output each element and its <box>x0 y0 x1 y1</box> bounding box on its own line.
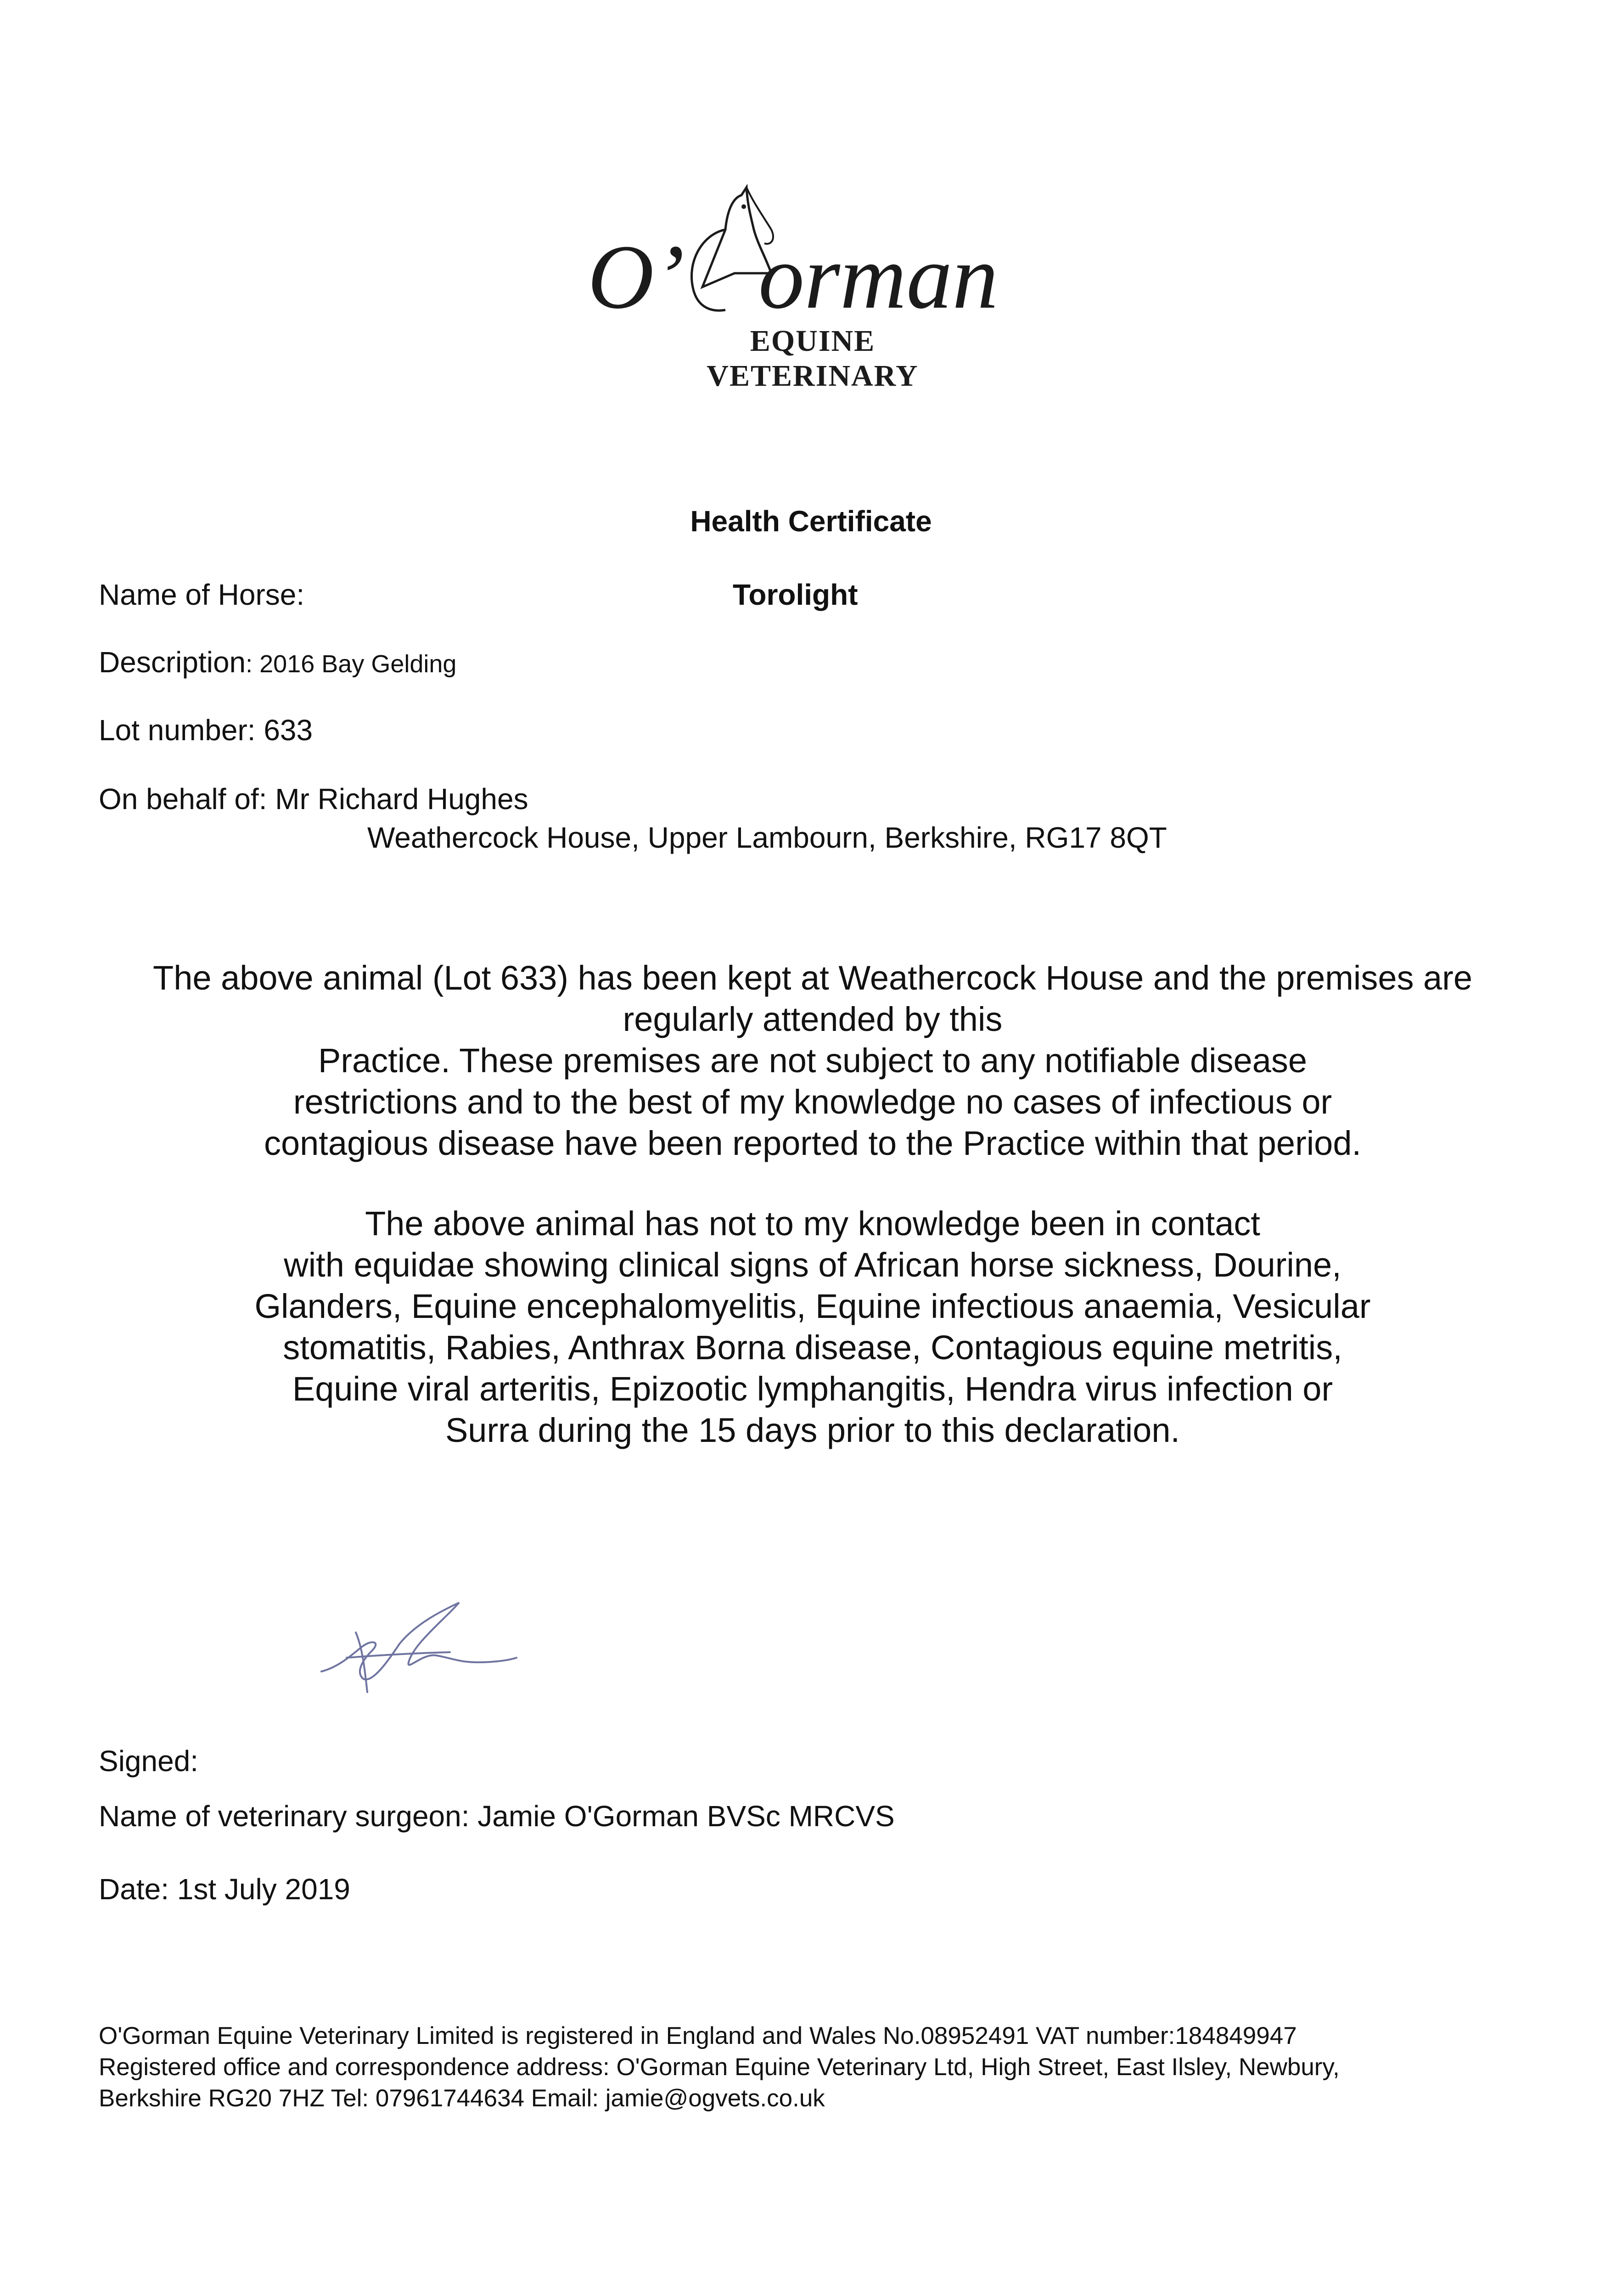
svg-text:orman: orman <box>758 226 999 328</box>
certificate-date: Date: 1st July 2019 <box>99 1873 350 1906</box>
certificate-title: Health Certificate <box>690 505 932 538</box>
description-label: Description <box>99 646 246 679</box>
company-footer <box>99 2020 1340 2114</box>
footer-line: Registered office and correspondence address: O'Gorman Equine Veterinary Ltd, High Street, East Ilsley, Newbury, <box>99 2054 1340 2081</box>
logo-subtitle: EQUINE VETERINARY <box>707 324 919 393</box>
paragraph-line: regularly attended by this <box>623 1000 1003 1038</box>
lot-number: Lot number: 633 <box>99 714 313 747</box>
veterinary-surgeon-name: Name of veterinary surgeon: Jamie O'Gorman BVSc MRCVS <box>99 1800 895 1833</box>
horse-head-logo-mark <box>588 174 1047 331</box>
description-row <box>99 645 456 679</box>
footer-line: O'Gorman Equine Veterinary Limited is registered in England and Wales No.08952491 VAT number:184849947 <box>99 2022 1297 2049</box>
paragraph-line: stomatitis, Rabies, Anthrax Borna disease, Contagious equine metritis, <box>283 1328 1342 1367</box>
premises-statement <box>73 957 1552 1164</box>
description-value: : 2016 Bay Gelding <box>246 650 457 678</box>
horse-name-value: Torolight <box>733 578 858 611</box>
paragraph-line: Practice. These premises are not subject to any notifiable disease <box>318 1041 1308 1080</box>
paragraph-line: Equine viral arteritis, Epizootic lymphangitis, Hendra virus infection or <box>292 1370 1333 1408</box>
paragraph-line: Glanders, Equine encephalomyelitis, Equine infectious anaemia, Vesicular <box>254 1287 1371 1325</box>
practice-logo <box>588 174 1047 393</box>
paragraph-line: restrictions and to the best of my knowledge no cases of infectious or <box>293 1083 1332 1121</box>
paragraph-line: Surra during the 15 days prior to this declaration. <box>445 1411 1180 1449</box>
svg-text:O’: O’ <box>588 226 685 328</box>
paragraph-line: The above animal has not to my knowledge been in contact <box>365 1204 1260 1243</box>
owner-address: Weathercock House, Upper Lambourn, Berkshire, RG17 8QT <box>367 821 1167 854</box>
signed-label: Signed: <box>99 1745 199 1778</box>
disease-declaration <box>73 1203 1552 1451</box>
paragraph-line: contagious disease have been reported to the Practice within that period. <box>264 1124 1362 1162</box>
paragraph-line: with equidae showing clinical signs of African horse sickness, Dourine, <box>284 1246 1341 1284</box>
handwritten-signature <box>312 1598 523 1708</box>
footer-line: Berkshire RG20 7HZ Tel: 07961744634 Email: jamie@ogvets.co.uk <box>99 2085 825 2112</box>
horse-name-label: Name of Horse: <box>99 578 305 611</box>
paragraph-line: The above animal (Lot 633) has been kept at Weathercock House and the premises are <box>153 959 1472 997</box>
on-behalf-of: On behalf of: Mr Richard Hughes <box>99 782 528 816</box>
